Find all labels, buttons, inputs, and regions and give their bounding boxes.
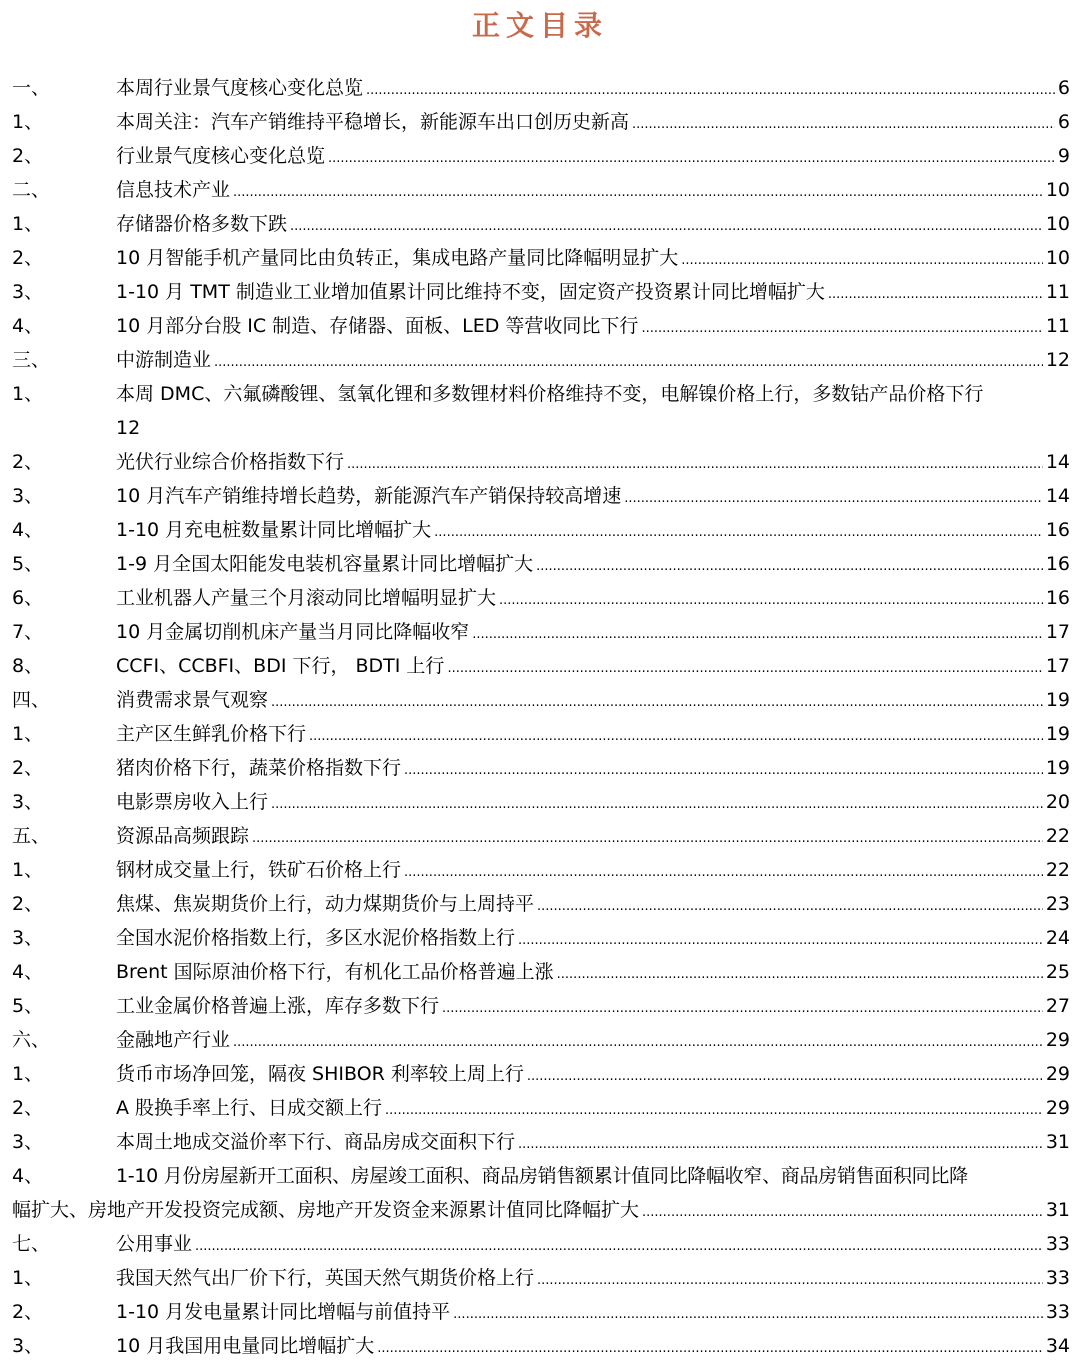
toc-page: 19 [1045,689,1070,711]
toc-number: 5、 [12,995,44,1017]
toc-entry[interactable] [12,1227,1070,1261]
toc-entry[interactable] [12,309,1070,343]
toc-number: 四、 [12,689,51,711]
dot-leader [328,139,1055,176]
toc-entry[interactable] [12,445,1070,479]
toc-entry[interactable] [12,581,1070,615]
dot-leader [624,479,1043,516]
toc-page: 33 [1045,1233,1070,1255]
dot-leader [537,1261,1043,1298]
toc-title: 焦煤、焦炭期货价上行，动力煤期货价与上周持平 [116,893,535,915]
toc-title: 主产区生鲜乳价格下行 [116,723,307,745]
toc-title: 存储器价格多数下跌 [116,213,288,235]
toc-title: 10 月部分台股 IC 制造、存储器、面板、LED 等营收同比下行 [116,315,639,337]
toc-title: 10 月金属切削机床产量当月同比降幅收窄 [116,621,470,643]
toc-entry[interactable] [12,819,1070,853]
toc-number: 1、 [12,723,44,745]
toc-entry[interactable] [12,1023,1070,1057]
dot-leader [557,955,1043,992]
dot-leader [385,1091,1043,1128]
dot-leader [195,1227,1043,1264]
toc-page: 31 [1045,1199,1070,1221]
toc-page: 9 [1057,145,1070,167]
dot-leader [447,649,1042,686]
toc-number: 3、 [12,791,44,813]
toc-entry[interactable] [12,1159,1070,1193]
toc-title: 本周关注：汽车产销维持平稳增长，新能源车出口创历史新高 [116,111,630,133]
dot-leader [233,173,1043,210]
toc-number: 五、 [12,825,51,847]
toc-entry[interactable] [12,853,1070,887]
toc-number: 5、 [12,553,44,575]
toc-title: 本周 DMC、六氟磷酸锂、氢氧化锂和多数锂材料价格维持不变，电解镍价格上行，多数钴产品价格下行 [116,383,984,405]
toc-number: 3、 [12,485,44,507]
dot-leader [252,819,1043,856]
toc-page: 16 [1045,553,1070,575]
toc-title: 本周土地成交溢价率下行、商品房成交面积下行 [116,1131,516,1153]
toc-entry[interactable] [12,989,1070,1023]
dot-leader [233,1023,1043,1060]
toc-title: CCFI、CCBFI、BDI 下行， BDTI 上行 [116,655,445,677]
toc-number: 1、 [12,1267,44,1289]
dot-leader [271,683,1043,720]
dot-leader [214,343,1043,380]
toc-entry[interactable] [12,513,1070,547]
toc-page: 10 [1045,213,1070,235]
toc-page: 22 [1045,825,1070,847]
toc-title: 1-10 月份房屋新开工面积、房屋竣工面积、商品房销售额累计值同比降幅收窄、商品房销售面积同比降 [116,1165,968,1187]
dot-leader [518,1125,1043,1162]
toc-page: 24 [1045,927,1070,949]
dot-leader [271,785,1043,822]
dot-leader [642,1193,1043,1230]
toc-page: 19 [1045,757,1070,779]
toc-page: 33 [1045,1267,1070,1289]
toc-entry[interactable] [12,343,1070,377]
dot-leader [377,1329,1043,1366]
toc-number: 8、 [12,655,44,677]
toc-number: 一、 [12,77,51,99]
toc-entry[interactable] [12,173,1070,207]
toc-number: 7、 [12,621,44,643]
toc-page: 6 [1057,111,1070,133]
toc-entry[interactable] [12,887,1070,921]
toc-title: 消费需求景气观察 [116,689,269,711]
toc-number: 2、 [12,1097,44,1119]
toc-entry[interactable] [12,615,1070,649]
dot-leader [828,275,1043,312]
dot-leader [404,853,1043,890]
toc-entry[interactable] [12,377,1070,411]
dot-leader [472,615,1043,652]
dot-leader [347,445,1043,482]
toc-entry[interactable] [12,683,1070,717]
toc-title: 猪肉价格下行，蔬菜价格指数下行 [116,757,402,779]
toc-title: 1-10 月充电桩数量累计同比增幅扩大 [116,519,432,541]
toc-page: 34 [1045,1335,1070,1357]
toc-entry[interactable] [12,921,1070,955]
dot-leader [518,921,1043,958]
toc-page: 23 [1045,893,1070,915]
toc-page: 14 [1045,451,1070,473]
toc-title: 电影票房收入上行 [116,791,269,813]
dot-leader [537,887,1043,924]
toc-page: 25 [1045,961,1070,983]
dot-leader [641,309,1042,346]
toc-entry[interactable] [12,1125,1070,1159]
toc-entry[interactable] [12,1091,1070,1125]
toc-number: 2、 [12,893,44,915]
dot-leader [453,1295,1043,1332]
toc-title: 信息技术产业 [116,179,231,201]
toc-entry[interactable] [12,955,1070,989]
toc-page: 16 [1045,587,1070,609]
toc-number: 1、 [12,1063,44,1085]
toc-title: 本周行业景气度核心变化总览 [116,77,364,99]
toc-title: 我国天然气出厂价下行，英国天然气期货价格上行 [116,1267,535,1289]
toc-number: 2、 [12,247,44,269]
toc-page: 27 [1045,995,1070,1017]
toc-number: 1、 [12,859,44,881]
toc-title: 全国水泥价格指数上行，多区水泥价格指数上行 [116,927,516,949]
toc-page: 11 [1045,281,1070,303]
toc-entry[interactable] [12,717,1070,751]
toc-entry[interactable] [12,1261,1070,1295]
toc-page: 29 [1045,1097,1070,1119]
table-of-contents [12,71,1070,1363]
dot-leader [442,989,1043,1026]
toc-number: 1、 [12,213,44,235]
toc-number: 2、 [12,757,44,779]
toc-number: 6、 [12,587,44,609]
toc-page: 29 [1045,1063,1070,1085]
toc-number: 3、 [12,1131,44,1153]
dot-leader [527,1057,1043,1094]
toc-entry[interactable] [12,547,1070,581]
toc-title: 1-9 月全国太阳能发电装机容量累计同比增幅扩大 [116,553,534,575]
dot-leader [404,751,1043,788]
toc-title: 工业金属价格普遍上涨，库存多数下行 [116,995,440,1017]
toc-title: 行业景气度核心变化总览 [116,145,326,167]
dot-leader [536,547,1043,584]
toc-title-continued: 幅扩大、房地产开发投资完成额、房地产开发资金来源累计值同比降幅扩大 [12,1199,640,1221]
toc-page: 11 [1045,315,1070,337]
toc-title: Brent 国际原油价格下行，有机化工品价格普遍上涨 [116,961,554,983]
toc-number: 3、 [12,281,44,303]
toc-page: 14 [1045,485,1070,507]
toc-page: 12 [1045,349,1070,371]
toc-title: A 股换手率上行、日成交额上行 [116,1097,383,1119]
toc-title: 10 月智能手机产量同比由负转正，集成电路产量同比降幅明显扩大 [116,247,679,269]
toc-entry[interactable] [12,785,1070,819]
dot-leader [366,71,1055,108]
toc-page: 17 [1045,621,1070,643]
toc-page: 12 [116,417,141,439]
dot-leader [434,513,1043,550]
toc-entry[interactable] [12,751,1070,785]
toc-page: 22 [1045,859,1070,881]
toc-title: 中游制造业 [116,349,212,371]
toc-title: 公用事业 [116,1233,193,1255]
page-title: 正文目录 [471,9,608,42]
toc-entry[interactable] [12,207,1070,241]
dot-leader [309,717,1043,754]
toc-page: 29 [1045,1029,1070,1051]
toc-title: 10 月我国用电量同比增幅扩大 [116,1335,375,1357]
toc-entry[interactable] [12,1057,1070,1091]
toc-number: 3、 [12,927,44,949]
toc-title: 光伏行业综合价格指数下行 [116,451,345,473]
toc-entry[interactable] [12,275,1070,309]
toc-title: 10 月汽车产销维持增长趋势，新能源汽车产销保持较高增速 [116,485,622,507]
toc-title: 货币市场净回笼，隔夜 SHIBOR 利率较上周上行 [116,1063,524,1085]
toc-number: 4、 [12,315,44,337]
toc-entry[interactable] [12,479,1070,513]
toc-title: 1-10 月 TMT 制造业工业增加值累计同比维持不变，固定资产投资累计同比增幅扩大 [116,281,825,303]
dot-leader [290,207,1043,244]
toc-number: 2、 [12,145,44,167]
toc-number: 七、 [12,1233,51,1255]
toc-number: 三、 [12,349,51,371]
toc-entry[interactable] [12,105,1070,139]
toc-number: 1、 [12,111,44,133]
toc-page: 6 [1057,77,1070,99]
toc-title: 钢材成交量上行，铁矿石价格上行 [116,859,402,881]
toc-entry[interactable] [12,71,1070,105]
toc-title: 资源品高频跟踪 [116,825,250,847]
toc-entry[interactable] [12,1295,1070,1329]
toc-number: 1、 [12,383,44,405]
toc-title: 金融地产行业 [116,1029,231,1051]
toc-number: 二、 [12,179,51,201]
toc-page: 10 [1045,179,1070,201]
toc-page: 19 [1045,723,1070,745]
toc-entry[interactable] [12,1329,1070,1363]
toc-page: 10 [1045,247,1070,269]
toc-number: 2、 [12,1301,44,1323]
dot-leader [681,241,1043,278]
toc-page: 31 [1045,1131,1070,1153]
toc-page: 20 [1045,791,1070,813]
toc-page: 33 [1045,1301,1070,1323]
toc-page: 17 [1045,655,1070,677]
toc-number: 3、 [12,1335,44,1357]
toc-number: 六、 [12,1029,51,1051]
dot-leader [632,105,1055,142]
toc-title: 1-10 月发电量累计同比增幅与前值持平 [116,1301,451,1323]
toc-number: 2、 [12,451,44,473]
dot-leader [499,581,1043,618]
toc-page: 16 [1045,519,1070,541]
toc-entry[interactable] [12,649,1070,683]
toc-title: 工业机器人产量三个月滚动同比增幅明显扩大 [116,587,497,609]
toc-number: 4、 [12,961,44,983]
toc-number: 4、 [12,519,44,541]
toc-entry[interactable] [12,241,1070,275]
toc-number: 4、 [12,1165,44,1187]
toc-entry[interactable] [12,139,1070,173]
